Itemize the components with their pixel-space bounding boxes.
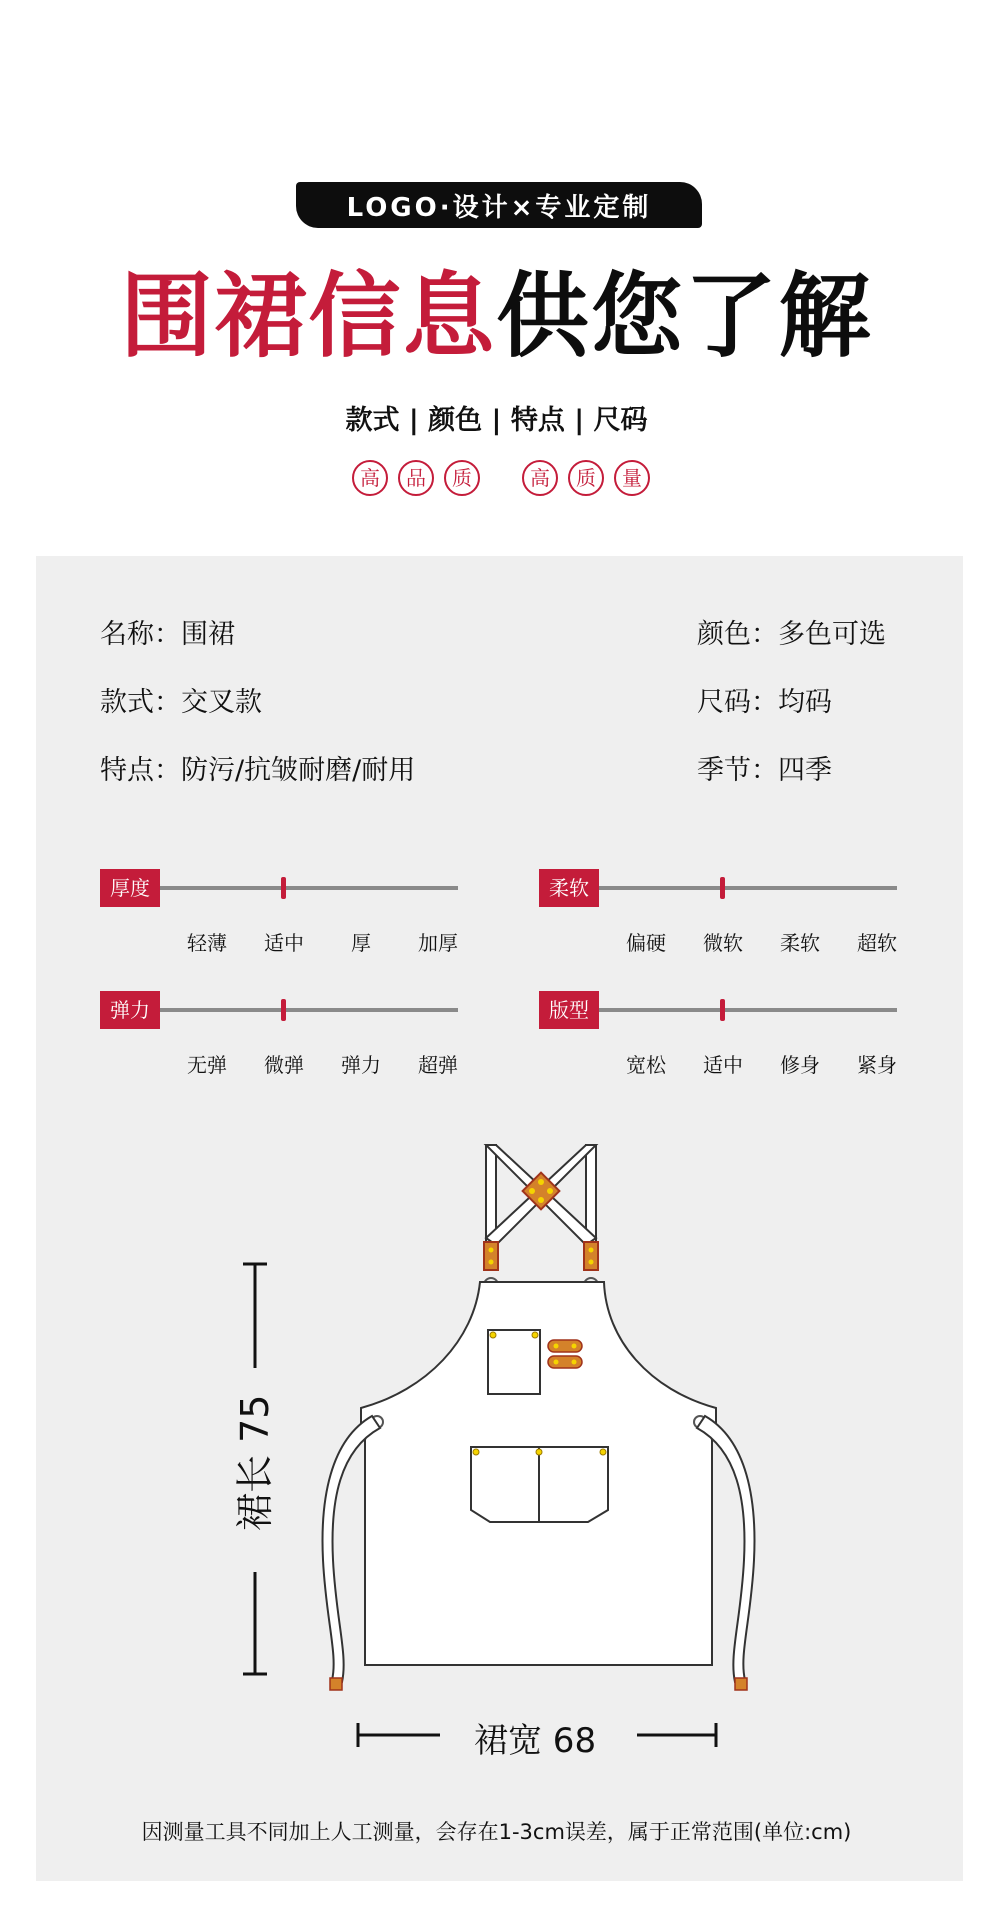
slider-option: 适中 (264, 931, 304, 955)
slider-option: 超软 (857, 931, 897, 955)
quality-char: 高 (352, 460, 388, 496)
slider-option: 弹力 (341, 1053, 381, 1077)
subtitle: 款式 | 颜色 | 特点 | 尺码 (345, 405, 648, 436)
slider-option: 加厚 (418, 931, 458, 955)
slider-label: 柔软 (539, 869, 599, 907)
info-size: 尺码：均码 (697, 687, 832, 718)
measurement-note: 因测量工具不同加上人工测量，会存在1-3cm误差，属于正常范围(单位:cm) (141, 1820, 852, 1844)
slider-option: 适中 (703, 1053, 743, 1077)
slider-label: 厚度 (100, 869, 160, 907)
quality-char: 品 (398, 460, 434, 496)
logo-banner: LOGO·设计×专业定制 (296, 182, 702, 228)
slider-option: 无弹 (187, 1053, 227, 1077)
info-name: 名称：围裙 (100, 619, 235, 650)
width-label: 裙宽 68 (474, 1721, 597, 1761)
title-red: 围裙信息 (120, 263, 497, 370)
info-style: 款式：交叉款 (100, 687, 262, 718)
quality-char: 量 (614, 460, 650, 496)
info-season: 季节：四季 (697, 755, 832, 786)
slider-label: 弹力 (100, 991, 160, 1029)
slider-option: 微弹 (264, 1053, 304, 1077)
slider-option: 紧身 (857, 1053, 897, 1077)
slider-option: 厚 (351, 931, 371, 955)
slider-option: 微软 (703, 931, 743, 955)
length-label: 裙长 75 (233, 1394, 277, 1531)
slider-option: 修身 (780, 1053, 820, 1077)
title-black: 供您了解 (496, 263, 873, 370)
quality-char: 高 (522, 460, 558, 496)
quality-char: 质 (444, 460, 480, 496)
slider-option: 宽松 (626, 1053, 666, 1077)
slider-option: 偏硬 (626, 931, 666, 955)
slider-label: 版型 (539, 991, 599, 1029)
info-color: 颜色：多色可选 (697, 619, 886, 650)
info-feature: 特点：防污/抗皱耐磨/耐用 (100, 755, 416, 786)
slider-option: 超弹 (418, 1053, 458, 1077)
quality-char: 质 (568, 460, 604, 496)
slider-option: 柔软 (780, 931, 820, 955)
slider-option: 轻薄 (187, 931, 227, 955)
